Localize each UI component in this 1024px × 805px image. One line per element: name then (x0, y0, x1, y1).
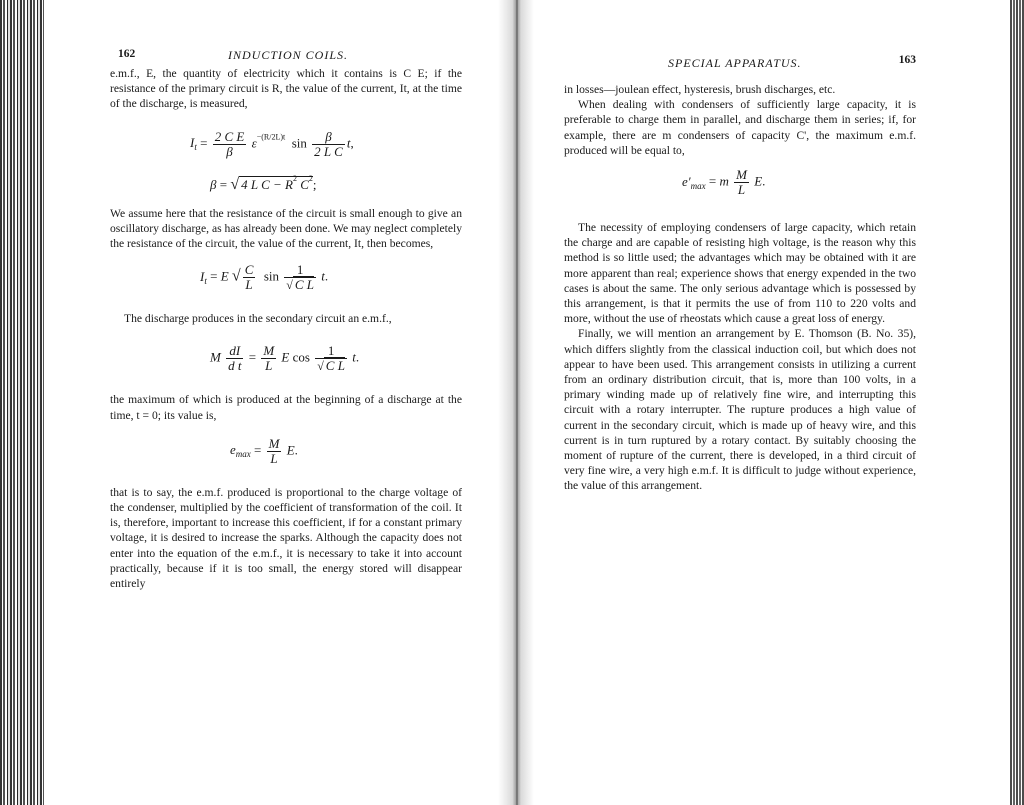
left-page-header (110, 40, 462, 64)
left-page (110, 40, 462, 591)
right-page-title: SPECIAL APPARATUS. (668, 56, 802, 70)
left-page-title: INDUCTION COILS. (228, 48, 349, 62)
right-paragraph-2: When dealing with condensers of sufficiently large capacity, it is preferable to charge them in parallel, and discharge them in series; if, for example, there are m condensers of capacity C', the maximum e.m.f. produced will be equal to, (564, 98, 916, 157)
left-paragraph-2: We assume here that the resistance of the circuit is small enough to give an oscillatory discharge, as has already been done. We may neglect completely the resistance of the circuit, the value of the current, It, then becomes, (110, 206, 462, 251)
left-page-number: 162 (118, 48, 136, 60)
equation-current-simplified: $I_t = E$ √ $\frac{C}{L}$ sin $\frac{1}{\text{√ C L}}$ t. (200, 262, 329, 293)
left-paragraph-3: The discharge produces in the secondary circuit an e.m.f., (124, 312, 392, 326)
scan-edge-right (1010, 0, 1024, 805)
right-page-header (564, 40, 916, 70)
left-paragraph-4: the maximum of which is produced at the beginning of a discharge at the time, t = 0; its value is, (110, 393, 462, 422)
scan-edge-left (0, 0, 44, 805)
right-paragraph-4: Finally, we will mention an arrangement by E. Thomson (B. No. 35), which differs slightly from the classical induction coil, but which does not appear to have been used. This arrangement consists in utilizing a current from an ordinary distribution circuit, that is, more than 100 volts, in a primary winding made up of relatively fine wire, and interrupting this circuit with a rotary interrupter. The rupture produces a high value of current in the secondary circuit, which is made up of heavy wire, and this current is in turn ruptured by a rotary contact. By suitably choosing the moment of rupture of the current, there is developed, in a third circuit of very fine wire, a very high e.m.f. It is difficult to judge without experience, the value of this arrangement. (564, 327, 916, 493)
left-paragraph-1: e.m.f., E, the quantity of electricity which it contains is C E; if the resistance of the primary circuit is R, the value of the current, It, at the time of the discharge, is measured, (110, 67, 462, 111)
right-page (564, 40, 916, 494)
left-paragraph-5: that is to say, the e.m.f. produced is proportional to the charge voltage of the condenser, multiplied by the coefficient of transformation of the coil. It is, therefore, important to increase this coefficient, if for a constant primary voltage, it is desired to increase the sparks. Although the capacity does not enter into the equation of the e.m.f., it is necessary to take it into account practically, because if it is too small, the energy stored will disappear entirely (110, 485, 462, 591)
gutter-line (516, 0, 518, 805)
equation-secondary-emf: M $\frac{dI}{\text{d t}}$ = $\frac{M}{L}$ E cos $\frac{1}{\text{√ C L}}$ t. (210, 343, 360, 374)
right-paragraph-1: in losses—joulean effect, hysteresis, brush discharges, etc. (564, 83, 836, 96)
equation-emf-max-condensers: $e'_{max} = m$ $\frac{M}{L}$ E. (682, 167, 766, 198)
equation-beta: β = √ 4 L $C - R^2$ $C^2$; (210, 173, 317, 193)
equation-emf-max: $e_{max}$ = $\frac{M}{L}$ E. (230, 435, 298, 466)
right-paragraph-3: The necessity of employing condensers of large capacity, which retain the charge and are capable of resisting high voltage, is the reason why this method is so little used; the advantages which may be obtained with it are more apparent than real; experience shows that energy expended in the two cases is about the same. The only serious advantage which is possessed by this arrangement, is that it permits the use of from 110 to 220 volts and more, without the use of rheostats which cause a great loss of energy. (564, 221, 916, 326)
equation-current-discharge: $I_t$ = $\frac{\text{2 C E}}{\beta}$ $\varepsilon^{-(R/2L)t}$ sin $\frac{\beta}{\text{2 L C}}$ t, (190, 128, 354, 159)
right-page-number: 163 (898, 54, 916, 66)
